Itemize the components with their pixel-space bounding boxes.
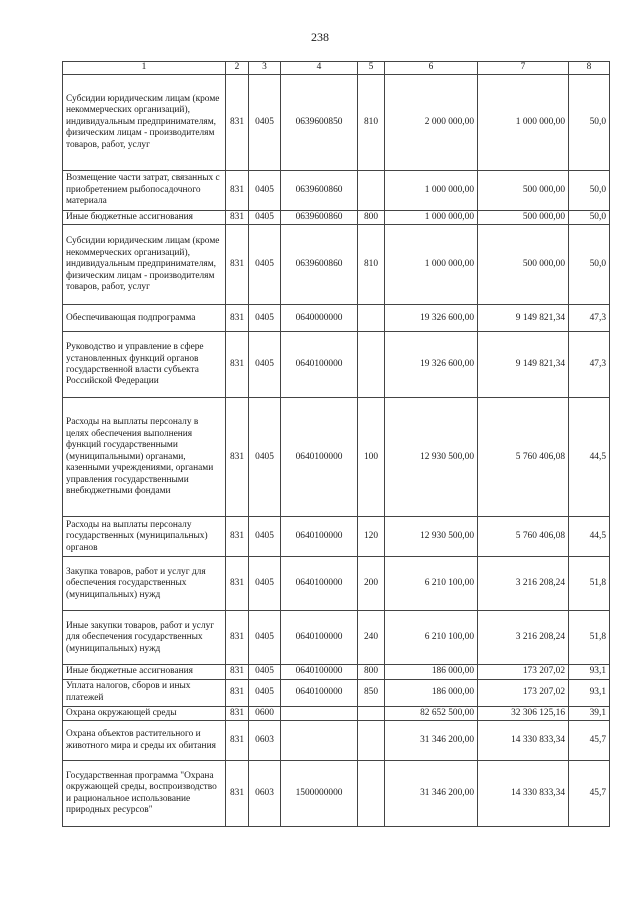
row-col7: 14 330 833,34 [478,761,569,827]
row-col6: 82 652 500,00 [385,706,478,720]
row-col4: 0639600850 [281,75,358,171]
row-col8: 51,8 [569,611,610,665]
row-name: Иные бюджетные ассигнования [63,211,226,225]
row-name: Государственная программа "Охрана окружающей среды, воспроизводство и рациональное использование природных ресурсов" [63,761,226,827]
table-row [63,332,610,398]
row-col5 [358,761,385,827]
table-row [63,211,610,225]
row-name: Возмещение части затрат, связанных с приобретением рыбопосадочного материала [63,171,226,211]
row-col7: 9 149 821,34 [478,332,569,398]
table-row [63,761,610,827]
row-name: Руководство и управление в сфере установленных функций органов государственной власти субъекта Российской Федерации [63,332,226,398]
table-row [63,171,610,211]
row-col6: 186 000,00 [385,665,478,679]
row-col4: 0640000000 [281,305,358,332]
table-row [63,225,610,305]
row-name: Иные закупки товаров, работ и услуг для обеспечения государственных (муниципальных) нужд [63,611,226,665]
row-col2: 831 [226,611,249,665]
row-col4: 0639600860 [281,211,358,225]
row-col4: 1500000000 [281,761,358,827]
row-col4: 0639600860 [281,171,358,211]
header-row [63,62,610,75]
table-row [63,721,610,761]
row-col3: 0405 [249,665,281,679]
row-col4: 0640100000 [281,332,358,398]
row-col6: 2 000 000,00 [385,75,478,171]
row-col2: 831 [226,679,249,706]
row-col6: 19 326 600,00 [385,305,478,332]
row-col3: 0405 [249,611,281,665]
row-col3: 0405 [249,398,281,517]
row-col8: 50,0 [569,211,610,225]
table-row [63,665,610,679]
row-col6: 19 326 600,00 [385,332,478,398]
page-number: 238 [311,30,329,44]
row-col2: 831 [226,761,249,827]
row-col5: 800 [358,665,385,679]
row-col2: 831 [226,721,249,761]
row-col5: 200 [358,557,385,611]
row-col8: 93,1 [569,679,610,706]
row-col7: 14 330 833,34 [478,721,569,761]
row-col3: 0405 [249,211,281,225]
row-col2: 831 [226,75,249,171]
row-col4 [281,706,358,720]
column-header: 4 [281,62,358,75]
row-col7: 1 000 000,00 [478,75,569,171]
table-row [63,706,610,720]
row-col7: 3 216 208,24 [478,611,569,665]
row-col5 [358,706,385,720]
table-row [63,75,610,171]
row-name: Уплата налогов, сборов и иных платежей [63,679,226,706]
row-col2: 831 [226,211,249,225]
table-row [63,679,610,706]
row-col6: 6 210 100,00 [385,557,478,611]
row-col2: 831 [226,225,249,305]
table-row [63,305,610,332]
row-col5: 850 [358,679,385,706]
row-col6: 1 000 000,00 [385,211,478,225]
row-col2: 831 [226,665,249,679]
row-col4: 0640100000 [281,611,358,665]
row-col3: 0600 [249,706,281,720]
row-col2: 831 [226,557,249,611]
row-col6: 12 930 500,00 [385,517,478,557]
row-name: Иные бюджетные ассигнования [63,665,226,679]
row-col4: 0640100000 [281,665,358,679]
row-col5 [358,721,385,761]
row-col3: 0405 [249,679,281,706]
row-col3: 0405 [249,225,281,305]
table-body [63,75,610,827]
row-col7: 5 760 406,08 [478,398,569,517]
row-col5: 800 [358,211,385,225]
row-col4: 0639600860 [281,225,358,305]
row-col7: 3 216 208,24 [478,557,569,611]
row-col2: 831 [226,517,249,557]
row-col6: 6 210 100,00 [385,611,478,665]
row-col4 [281,721,358,761]
row-col8: 47,3 [569,305,610,332]
row-col4: 0640100000 [281,517,358,557]
row-name: Обеспечивающая подпрограмма [63,305,226,332]
row-col2: 831 [226,171,249,211]
row-col4: 0640100000 [281,679,358,706]
row-col8: 44,5 [569,517,610,557]
row-col6: 1 000 000,00 [385,225,478,305]
column-header: 1 [63,62,226,75]
row-col8: 45,7 [569,761,610,827]
row-col3: 0603 [249,721,281,761]
row-col5 [358,305,385,332]
table-row [63,611,610,665]
row-col3: 0405 [249,75,281,171]
row-col5: 810 [358,225,385,305]
row-col5: 120 [358,517,385,557]
budget-table [62,61,610,827]
row-col2: 831 [226,305,249,332]
table-row [63,398,610,517]
row-col7: 173 207,02 [478,679,569,706]
row-col8: 51,8 [569,557,610,611]
row-col5: 240 [358,611,385,665]
row-col8: 39,1 [569,706,610,720]
row-col6: 1 000 000,00 [385,171,478,211]
row-col3: 0405 [249,557,281,611]
row-col3: 0405 [249,332,281,398]
row-col4: 0640100000 [281,557,358,611]
row-name: Субсидии юридическим лицам (кроме некоммерческих организаций), индивидуальным предпринимателям, физическим лицам - производителям товаров, работ, услуг [63,225,226,305]
row-name: Расходы на выплаты персоналу государственных (муниципальных) органов [63,517,226,557]
row-col8: 50,0 [569,225,610,305]
row-col4: 0640100000 [281,398,358,517]
row-name: Расходы на выплаты персоналу в целях обеспечения выполнения функций государственными (муниципальными) органами, казенными учреждениями, органами управления государственными внебюджетными фондами [63,398,226,517]
row-col8: 47,3 [569,332,610,398]
row-col5 [358,332,385,398]
row-col6: 31 346 200,00 [385,761,478,827]
row-col2: 831 [226,332,249,398]
row-name: Субсидии юридическим лицам (кроме некоммерческих организаций), индивидуальным предпринимателям, физическим лицам - производителям товаров, работ, услуг [63,75,226,171]
column-header: 5 [358,62,385,75]
row-name: Охрана окружающей среды [63,706,226,720]
column-header: 3 [249,62,281,75]
row-col7: 500 000,00 [478,211,569,225]
row-col3: 0603 [249,761,281,827]
column-header: 7 [478,62,569,75]
row-col8: 50,0 [569,171,610,211]
column-header: 2 [226,62,249,75]
row-col7: 32 306 125,16 [478,706,569,720]
row-col2: 831 [226,398,249,517]
row-col5 [358,171,385,211]
row-col2: 831 [226,706,249,720]
row-col8: 93,1 [569,665,610,679]
row-col5: 810 [358,75,385,171]
row-col7: 500 000,00 [478,225,569,305]
column-header: 8 [569,62,610,75]
row-col3: 0405 [249,517,281,557]
row-col6: 186 000,00 [385,679,478,706]
row-col7: 500 000,00 [478,171,569,211]
row-col8: 44,5 [569,398,610,517]
row-col7: 9 149 821,34 [478,305,569,332]
row-col8: 45,7 [569,721,610,761]
column-header: 6 [385,62,478,75]
table-row [63,517,610,557]
table-row [63,557,610,611]
row-col7: 173 207,02 [478,665,569,679]
row-col6: 31 346 200,00 [385,721,478,761]
row-col8: 50,0 [569,75,610,171]
row-col3: 0405 [249,305,281,332]
row-col6: 12 930 500,00 [385,398,478,517]
row-name: Охрана объектов растительного и животного мира и среды их обитания [63,721,226,761]
row-col3: 0405 [249,171,281,211]
row-name: Закупка товаров, работ и услуг для обеспечения государственных (муниципальных) нужд [63,557,226,611]
row-col5: 100 [358,398,385,517]
row-col7: 5 760 406,08 [478,517,569,557]
